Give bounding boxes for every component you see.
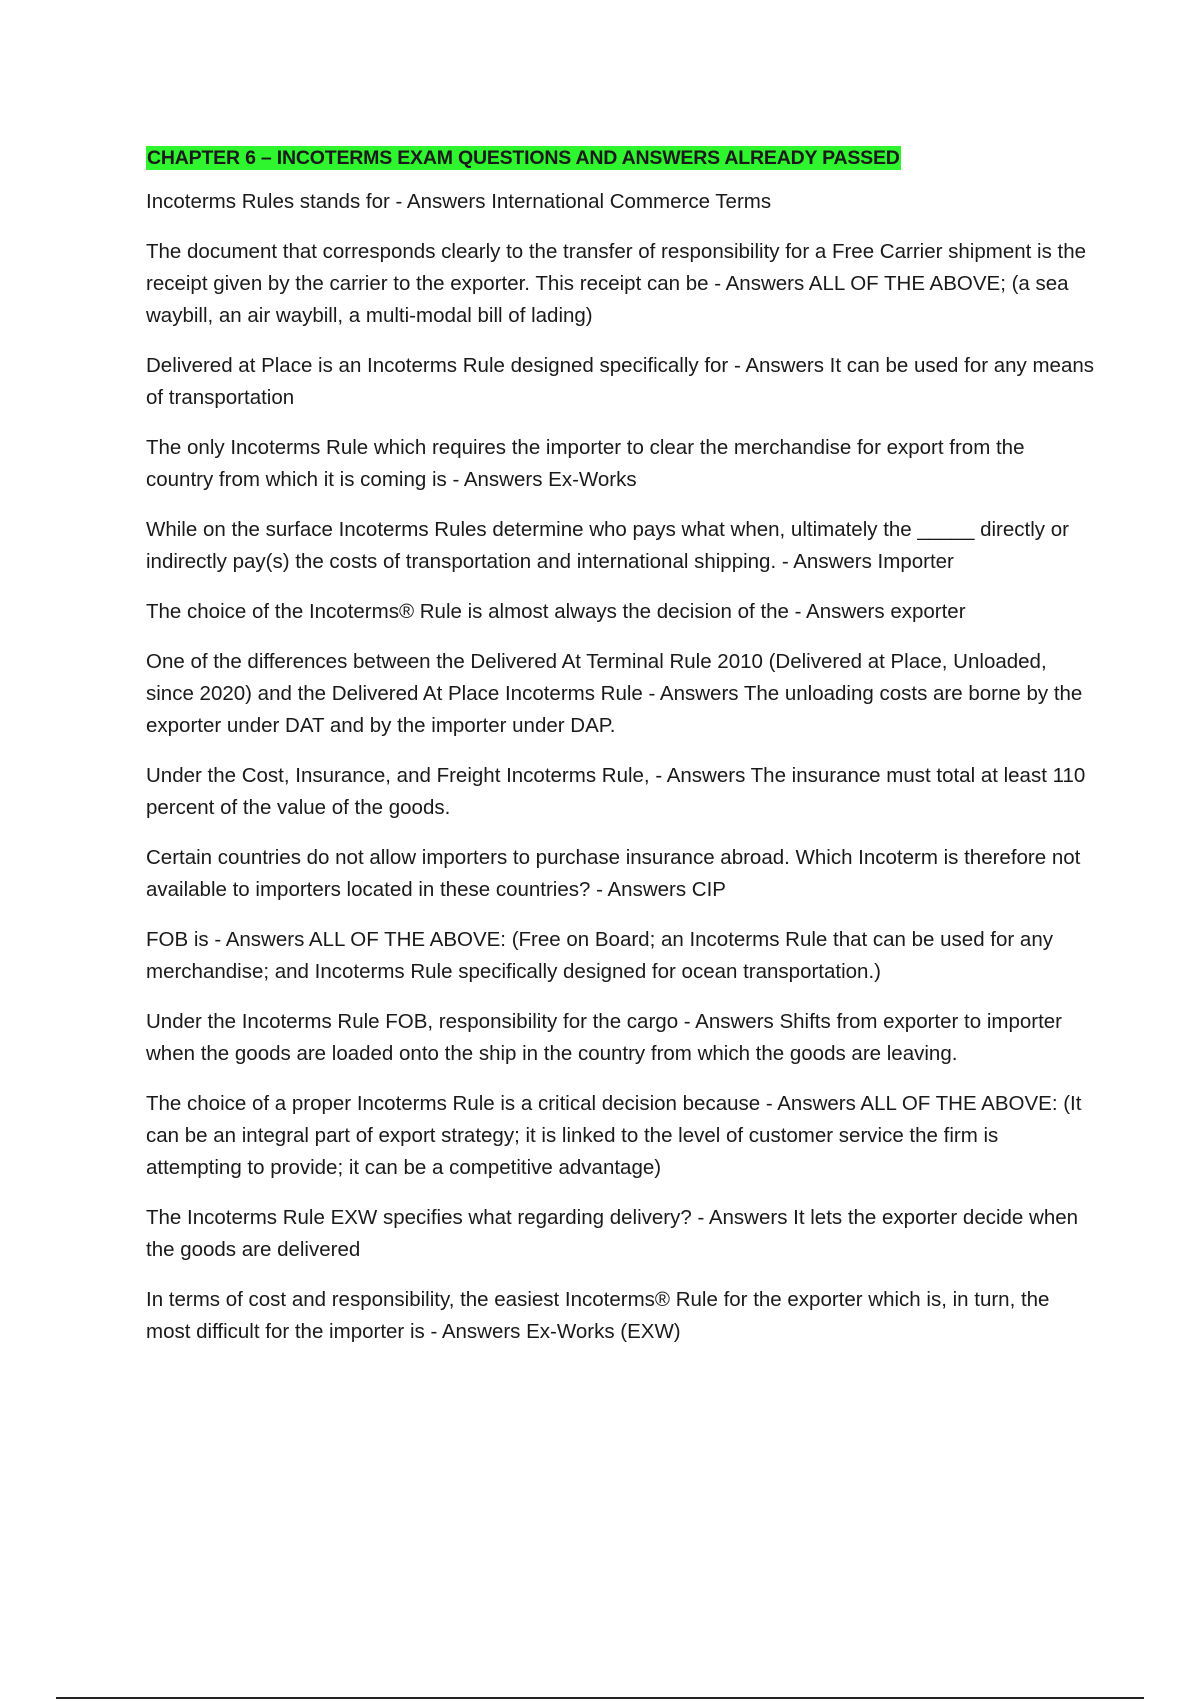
qa-entry: Incoterms Rules stands for - Answers International Commerce Terms bbox=[146, 190, 772, 213]
qa-entry: Certain countries do not allow importers to purchase insurance abroad. Which Incoterm is therefore not available to importers located in these countries? - Answers CIP bbox=[146, 846, 1081, 901]
document-page bbox=[146, 146, 1096, 1366]
qa-entry: The choice of the Incoterms® Rule is almost always the decision of the - Answers exporter bbox=[146, 600, 966, 623]
qa-entry: One of the differences between the Delivered At Terminal Rule 2010 (Delivered at Place, Unloaded, since 2020) and the Delivered At Place Incoterms Rule - Answers The unloading costs are borne by the exporter under DAT and by the importer under DAP. bbox=[146, 650, 1083, 737]
chapter-title: CHAPTER 6 – INCOTERMS EXAM QUESTIONS AND ANSWERS ALREADY PASSED bbox=[147, 147, 900, 169]
qa-entry: While on the surface Incoterms Rules determine who pays what when, ultimately the _____ directly or indirectly pay(s) the costs of transportation and international shipping. - Answers Importer bbox=[146, 518, 1069, 573]
qa-entry: The choice of a proper Incoterms Rule is a critical decision because - Answers ALL OF THE ABOVE: (It can be an integral part of export strategy; it is linked to the level of customer service the firm is attempting to provide; it can be a competitive advantage) bbox=[146, 1092, 1082, 1179]
qa-entry: Delivered at Place is an Incoterms Rule designed specifically for - Answers It can be used for any means of transportation bbox=[146, 354, 1095, 409]
qa-entry: In terms of cost and responsibility, the easiest Incoterms® Rule for the exporter which is, in turn, the most difficult for the importer is - Answers Ex-Works (EXW) bbox=[146, 1288, 1050, 1343]
qa-entry: Under the Incoterms Rule FOB, responsibility for the cargo - Answers Shifts from exporter to importer when the goods are loaded onto the ship in the country from which the goods are leaving. bbox=[146, 1010, 1063, 1065]
qa-entry: FOB is - Answers ALL OF THE ABOVE: (Free on Board; an Incoterms Rule that can be used for any merchandise; and Incoterms Rule specifically designed for ocean transportation.) bbox=[146, 928, 1053, 983]
qa-entry: The only Incoterms Rule which requires the importer to clear the merchandise for export from the country from which it is coming is - Answers Ex-Works bbox=[146, 436, 1025, 491]
qa-entry: Under the Cost, Insurance, and Freight Incoterms Rule, - Answers The insurance must total at least 110 percent of the value of the goods. bbox=[146, 764, 1086, 819]
footer-divider bbox=[56, 1697, 1144, 1699]
qa-entry: The document that corresponds clearly to the transfer of responsibility for a Free Carrier shipment is the receipt given by the carrier to the exporter. This receipt can be - Answers ALL OF THE ABOVE; (a sea waybill, an air waybill, a multi-modal bill of lading) bbox=[146, 240, 1087, 327]
qa-entry: The Incoterms Rule EXW specifies what regarding delivery? - Answers It lets the exporter decide when the goods are delivered bbox=[146, 1206, 1079, 1261]
